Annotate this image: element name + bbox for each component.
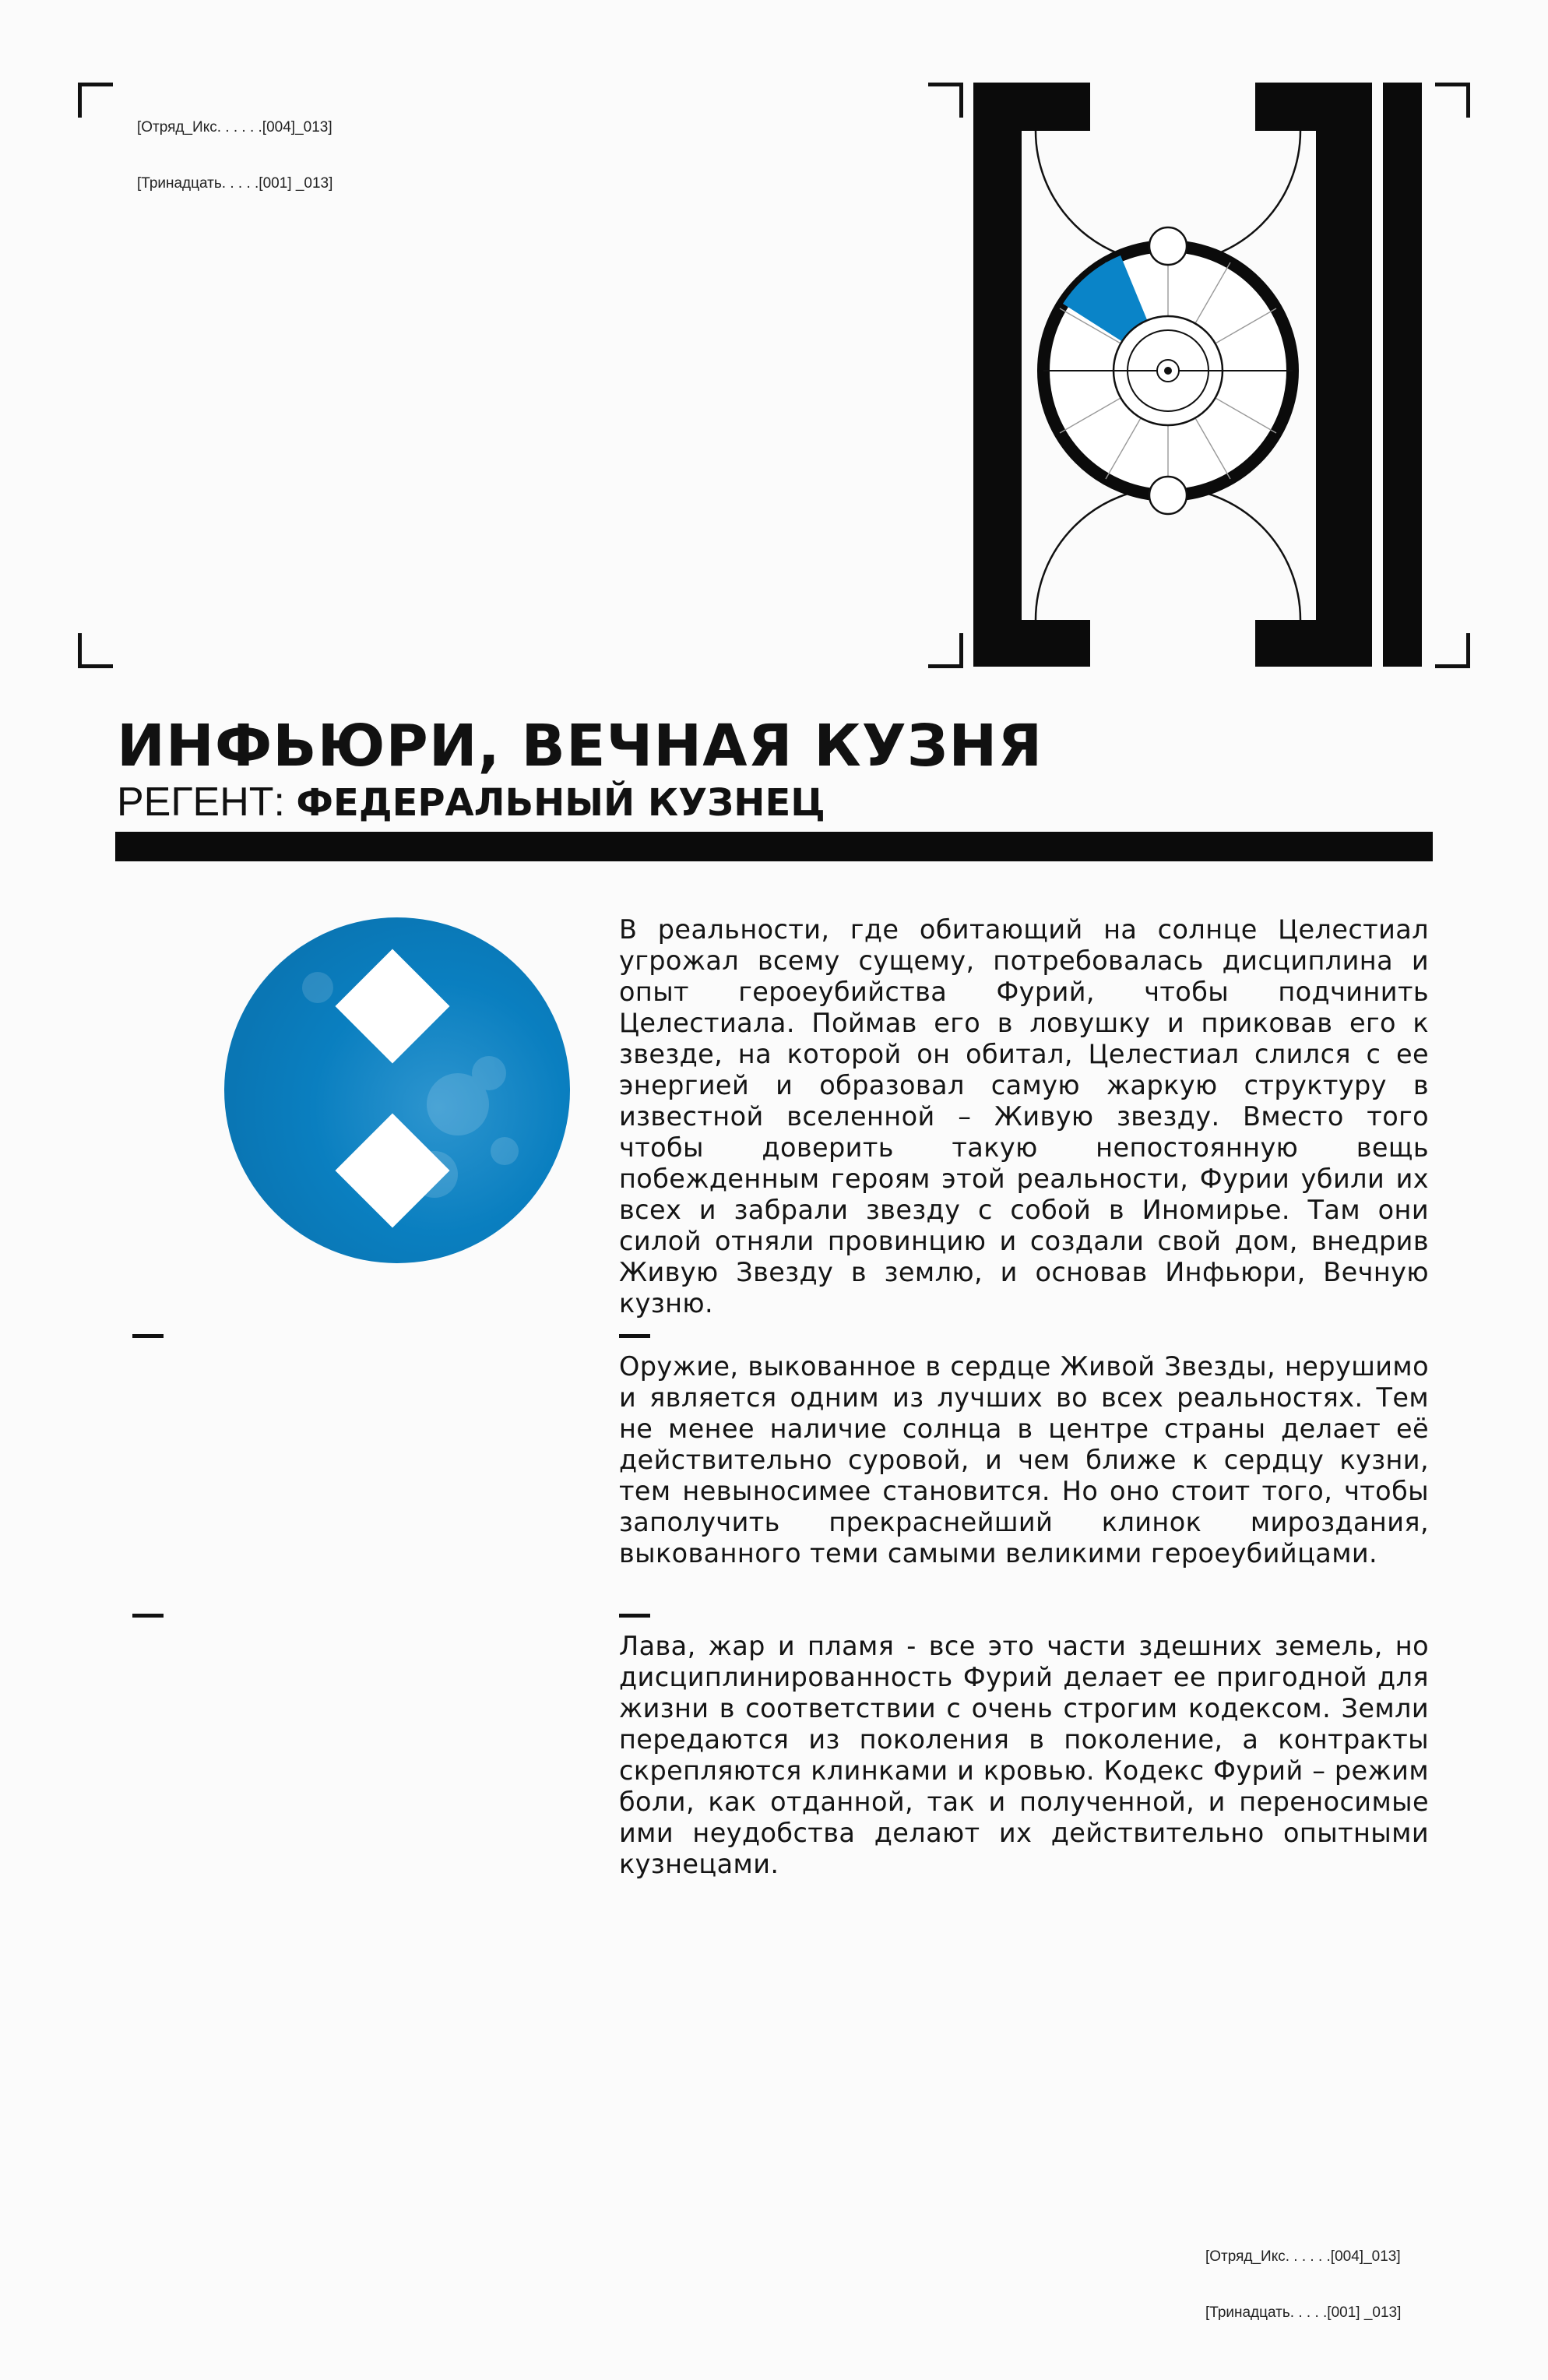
header-meta-line-2: [Тринадцать. . . . .[001] _013] (137, 175, 333, 192)
header-meta (137, 81, 332, 212)
body-paragraph-3: Лава, жар и пламя - все это части здешних земель, но дисциплинированность Фурий делает ее пригодной для жизни в соответствии с очень строгим кодексом. Земли передаются из поколения в поколение, а контракты скрепляются клинками и кровью. Кодекс Фурий – режим боли, как отданной, так и полученной, и переносимые ими неудобства делают их действительно опытными кузнецами. (619, 1631, 1429, 1879)
subtitle-value: ФЕДЕРАЛЬНЫЙ КУЗНЕЦ (296, 781, 825, 825)
section-dash-left-1 (132, 1334, 164, 1338)
body-paragraph-1: В реальности, где обитающий на солнце Целестиал угрожал всему сущему, потребовалась дисциплина и опыт героеубийства Фурий, чтобы подчинить Целестиала. Поймав его в ловушку и приковав его к звезде, на которой он обитал, Целестиал слился с ее энергией и образовал самую жаркую структуру в известной вселенной – Живую звезду. Вместо того чтобы доверить такую непостоянную вещь побежденным героям этой реальности, Фурии убили их всех и забрали звезду с собой в Иномирье. Там они силой отняли провинцию и создали свой дом, внедрив Живую Звезду в землю, и основав Инфьюри, Вечную кузню. (619, 914, 1429, 1319)
title-rule (115, 832, 1433, 861)
right-bar-shape (1383, 83, 1422, 667)
corner-mark-bottom-left (78, 633, 113, 668)
page-subtitle (117, 779, 825, 826)
corner-mark-top-left (78, 83, 113, 118)
footer-meta (1205, 2210, 1401, 2341)
section-dash-right-1 (619, 1334, 650, 1338)
page-title: ИНФЬЮРИ, ВЕЧНАЯ КУЗНЯ (117, 713, 1043, 780)
subtitle-label: РЕГЕНТ: (117, 780, 297, 825)
blue-circle-diamonds-icon (224, 917, 570, 1263)
body-paragraph-2: Оружие, выкованное в сердце Живой Звезды, нерушимо и является одним из лучших во всех реальностях. Тем не менее наличие солнца в центре страны делает её действительно суровой, и чем ближе к сердцу кузни, тем невыносимее становится. Но оно стоит того, чтобы заполучить прекраснейший клинок мироздания, выкованного теми самыми великими героеубийцами. (619, 1351, 1429, 1568)
corner-mark-glyph-top-left (928, 83, 963, 118)
bracket-clock-dial-icon (973, 83, 1441, 667)
footer-meta-line-2: [Тринадцать. . . . .[001] _013] (1205, 2304, 1402, 2321)
section-dash-right-2 (619, 1614, 650, 1618)
corner-mark-glyph-bottom-left-inner (928, 633, 963, 668)
footer-meta-line-1: [Отряд_Икс. . . . . .[004]_013] (1205, 2248, 1401, 2265)
header-meta-line-1: [Отряд_Икс. . . . . .[004]_013] (137, 119, 332, 136)
section-dash-left-2 (132, 1614, 164, 1618)
